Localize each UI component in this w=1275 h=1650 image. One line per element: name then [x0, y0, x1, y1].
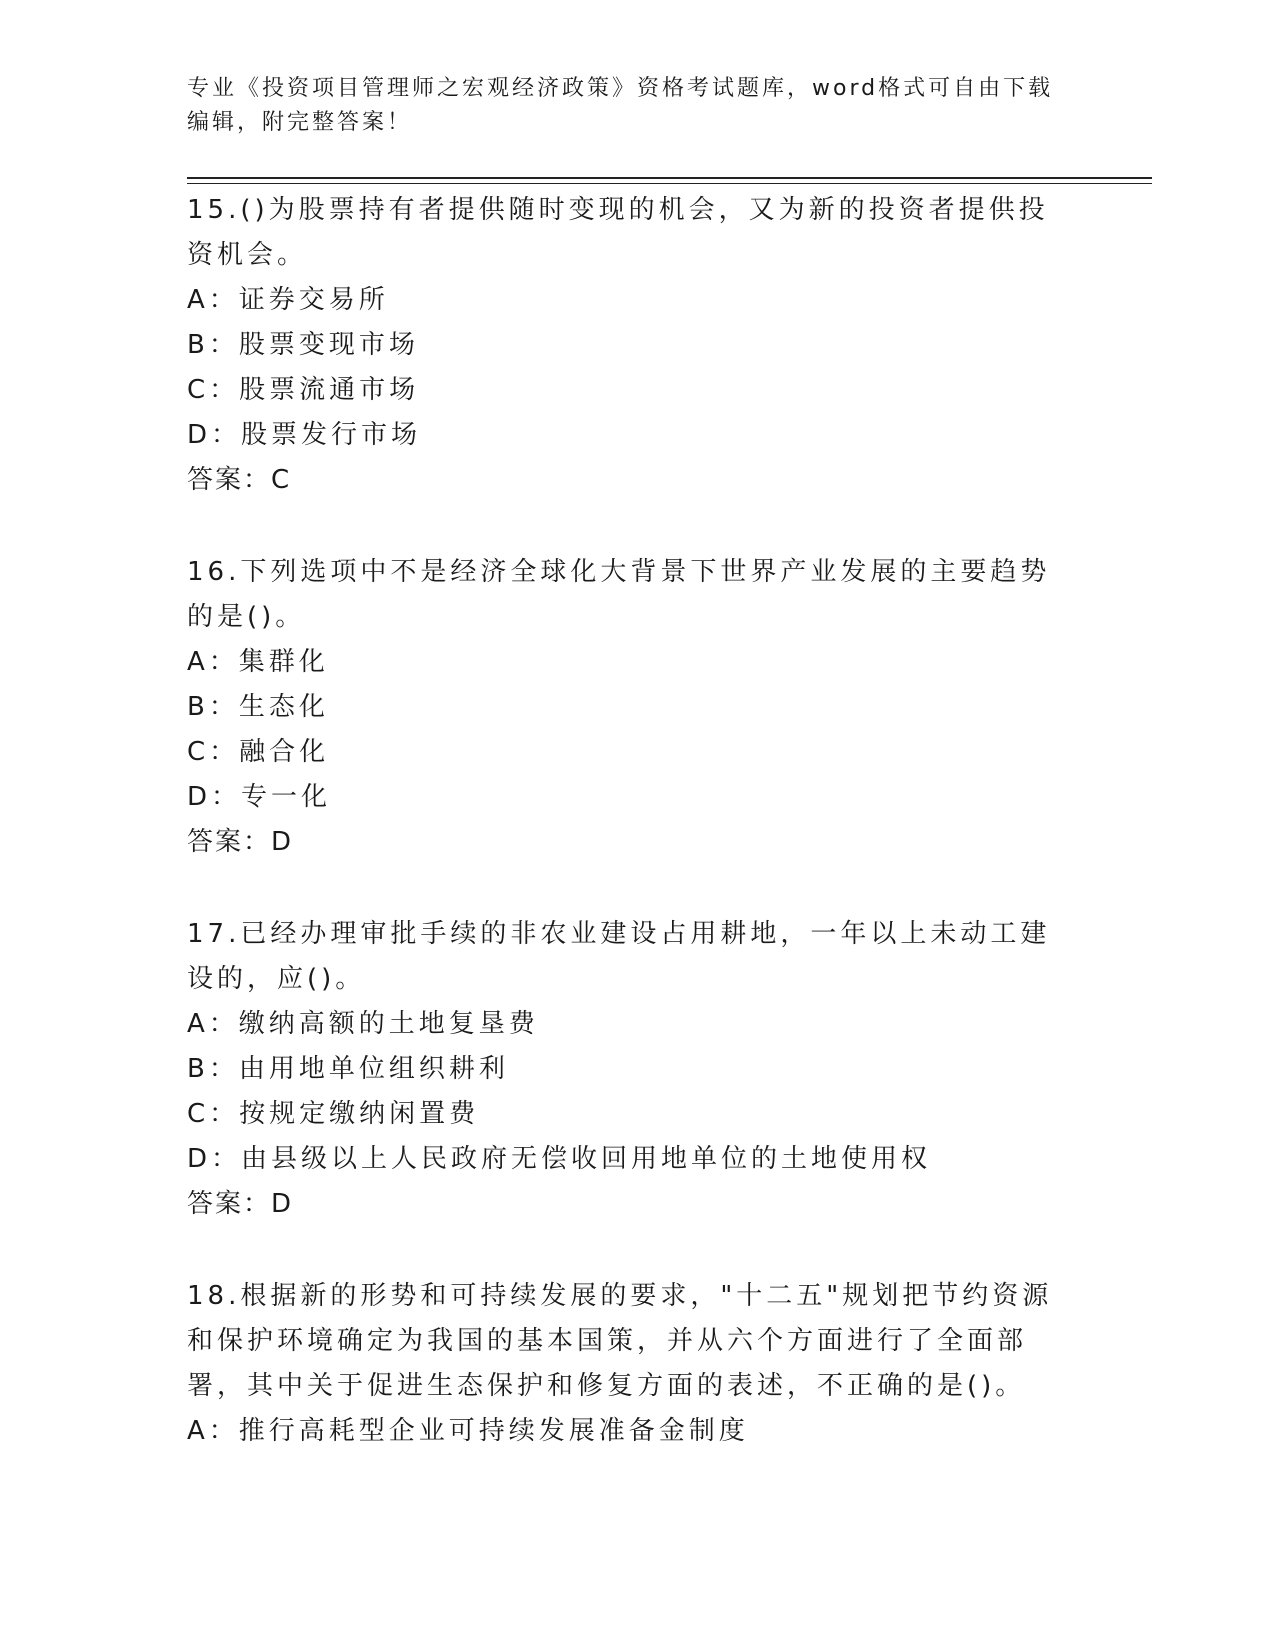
option-b: B：由用地单位组织耕利 — [187, 1054, 509, 1084]
option-a: A：证券交易所 — [187, 285, 389, 315]
question-stem: 18.根据新的形势和可持续发展的要求，"十二五"规划把节约资源和保护环境确定为我国的基本国策，并从六个方面进行了全面部署，其中关于促进生态保护和修复方面的表述，不正确的是()。 — [187, 1281, 1053, 1401]
option-d: D：股票发行市场 — [187, 420, 422, 450]
option-c: C：按规定缴纳闲置费 — [187, 1099, 480, 1129]
question-list — [187, 188, 1067, 1454]
answer-line: 答案：D — [187, 827, 294, 857]
document-header: 专业《投资项目管理师之宏观经济政策》资格考试题库，word格式可自由下载编辑，附完整答案！ — [187, 76, 1054, 135]
option-c: C：股票流通市场 — [187, 375, 420, 405]
question-stem: 15.()为股票持有者提供随时变现的机会，又为新的投资者提供投资机会。 — [187, 195, 1049, 270]
answer-line: 答案：C — [187, 465, 292, 495]
question-18 — [187, 1274, 1067, 1454]
option-b: B：股票变现市场 — [187, 330, 419, 360]
option-a: A：集群化 — [187, 647, 329, 677]
answer-line: 答案：D — [187, 1189, 294, 1219]
option-c: C：融合化 — [187, 737, 330, 767]
question-17 — [187, 912, 1067, 1227]
option-a: A：推行高耗型企业可持续发展准备金制度 — [187, 1416, 749, 1446]
option-a: A：缴纳高额的土地复垦费 — [187, 1009, 539, 1039]
header-rule-thin — [187, 183, 1152, 184]
question-stem: 17.已经办理审批手续的非农业建设占用耕地，一年以上未动工建设的，应()。 — [187, 919, 1051, 994]
option-d: D：专一化 — [187, 782, 332, 812]
option-d: D：由县级以上人民政府无偿收回用地单位的土地使用权 — [187, 1144, 932, 1174]
question-stem: 16.下列选项中不是经济全球化大背景下世界产业发展的主要趋势的是()。 — [187, 557, 1051, 632]
option-b: B：生态化 — [187, 692, 329, 722]
question-15 — [187, 188, 1067, 503]
header-rule-thick — [187, 177, 1152, 179]
question-16 — [187, 550, 1067, 865]
